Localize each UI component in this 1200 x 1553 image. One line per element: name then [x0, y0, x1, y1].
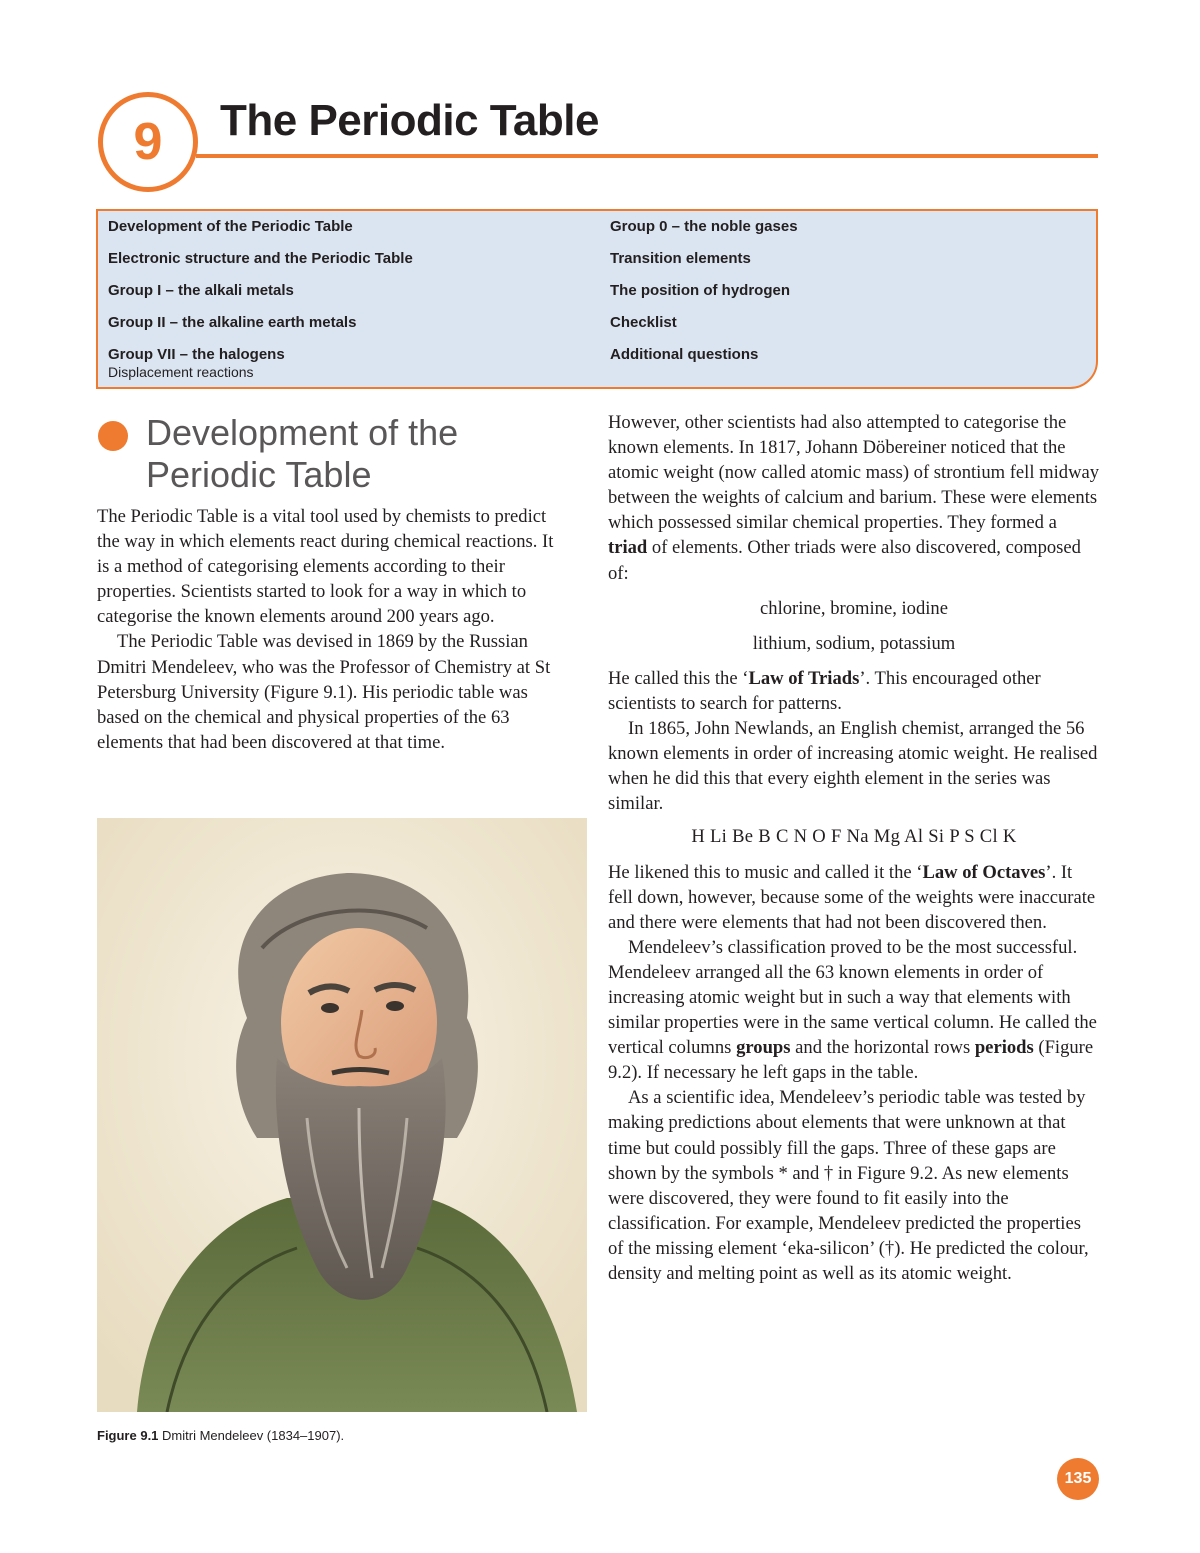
section-heading: Development of the Periodic Table	[146, 412, 459, 495]
octave-series: H Li Be B C N O F Na Mg Al Si P S Cl K	[691, 826, 1017, 848]
key-term: Law of Octaves	[922, 861, 1046, 883]
key-term: periods	[974, 1037, 1034, 1059]
paragraph: As a scientific idea, Mendeleev’s periodic table was tested by making predictions about elements that were unknown at that time but could possibly fill the gaps. Three of these gaps are shown by the symbols * and † in Figure 9.2. As new elements were discovered, they were found to fit easily into the classification. For example, Mendeleev predicted the properties of the missing element ‘eka-silicon’ (†). He predicted the colour, density and melting point as well as its atomic weight.	[608, 1087, 1089, 1284]
figure-caption	[97, 1428, 344, 1443]
text-run: He called this the ‘	[608, 667, 749, 689]
paragraph	[608, 666, 1100, 716]
contents-subitem[interactable]: Displacement reactions	[108, 364, 254, 380]
title-rule	[196, 154, 1098, 158]
contents-item[interactable]: Group II – the alkaline earth metals	[108, 314, 357, 331]
paragraph	[608, 860, 1100, 935]
key-term: triad	[608, 537, 648, 559]
chapter-title: The Periodic Table	[220, 96, 599, 145]
paragraph: The Periodic Table is a vital tool used by chemists to predict the way in which elements react during chemical reactions. It is a method of categorising elements according to their properties. Scientists started to look for a way in which to categorise the known elements around 200 years ago.	[97, 506, 554, 628]
text-run: ’. It fell down, however, because some of the weights were inaccurate and there were elements that had not been discovered then.	[608, 861, 1096, 933]
mendeleev-portrait-image	[97, 818, 587, 1412]
chapter-number-badge	[98, 92, 198, 192]
text-run: (Figure 9.2). If necessary he left gaps in the table.	[608, 1037, 1094, 1084]
figure-caption-text: Dmitri Mendeleev (1834–1907).	[162, 1428, 345, 1443]
contents-item[interactable]: Group VII – the halogens	[108, 346, 285, 363]
text-run: Mendeleev’s classification proved to be the most successful. Mendeleev arranged all the 63 known elements in order of increasing atomic weight but in such a way that elements with similar properties were in the same vertical column. He called the vertical columns	[608, 936, 1097, 1059]
contents-item[interactable]: Transition elements	[610, 250, 751, 267]
page-number-badge	[1057, 1458, 1099, 1500]
right-text-column	[608, 410, 1100, 1286]
text-run: He likened this to music and called it the ‘	[608, 861, 923, 883]
key-term: Law of Triads	[748, 667, 860, 689]
section-bullet-icon	[98, 421, 128, 451]
portrait-illustration	[97, 818, 587, 1412]
contents-left-column	[108, 217, 413, 379]
contents-item[interactable]: Electronic structure and the Periodic Table	[108, 250, 413, 267]
page-number: 135	[1064, 1470, 1092, 1487]
text-run: However, other scientists had also attempted to categorise the known elements. In 1817, Johann Döbereiner noticed that the atomic weight (now called atomic mass) of strontium fell midway between the weights of calcium and barium. These were elements which possessed similar chemical properties. They formed a	[608, 412, 1100, 534]
paragraph	[608, 935, 1100, 1086]
key-term: groups	[736, 1037, 791, 1059]
contents-item[interactable]: Group 0 – the noble gases	[610, 218, 798, 235]
contents-item[interactable]: The position of hydrogen	[610, 282, 790, 299]
text-run: and the horizontal rows	[790, 1037, 975, 1059]
paragraph	[608, 410, 1100, 586]
contents-item[interactable]: Additional questions	[610, 346, 759, 363]
chapter-contents-box	[96, 209, 1098, 389]
left-text-column	[97, 504, 559, 755]
text-run: of elements. Other triads were also discovered, composed of:	[608, 537, 1081, 584]
figure-label: Figure 9.1	[97, 1428, 159, 1443]
text-run: ’. This encouraged other scientists to search for patterns.	[608, 667, 1041, 714]
paragraph: The Periodic Table was devised in 1869 by the Russian Dmitri Mendeleev, who was the Professor of Chemistry at St Petersburg University (Figure 9.1). His periodic table was based on the chemical and physical properties of the 63 elements that had been discovered at that time.	[97, 631, 551, 753]
contents-item[interactable]: Checklist	[610, 314, 677, 331]
triad-line: lithium, sodium, potassium	[752, 632, 956, 654]
contents-item[interactable]: Group I – the alkali metals	[108, 282, 294, 299]
chapter-number: 9	[133, 113, 163, 171]
contents-item[interactable]: Development of the Periodic Table	[108, 218, 353, 235]
paragraph: In 1865, John Newlands, an English chemist, arranged the 56 known elements in order of increasing atomic weight. He realised when he did this that every eighth element in the series was similar.	[608, 718, 1098, 815]
contents-right-column	[610, 217, 798, 377]
triad-line: chlorine, bromine, iodine	[760, 597, 948, 619]
